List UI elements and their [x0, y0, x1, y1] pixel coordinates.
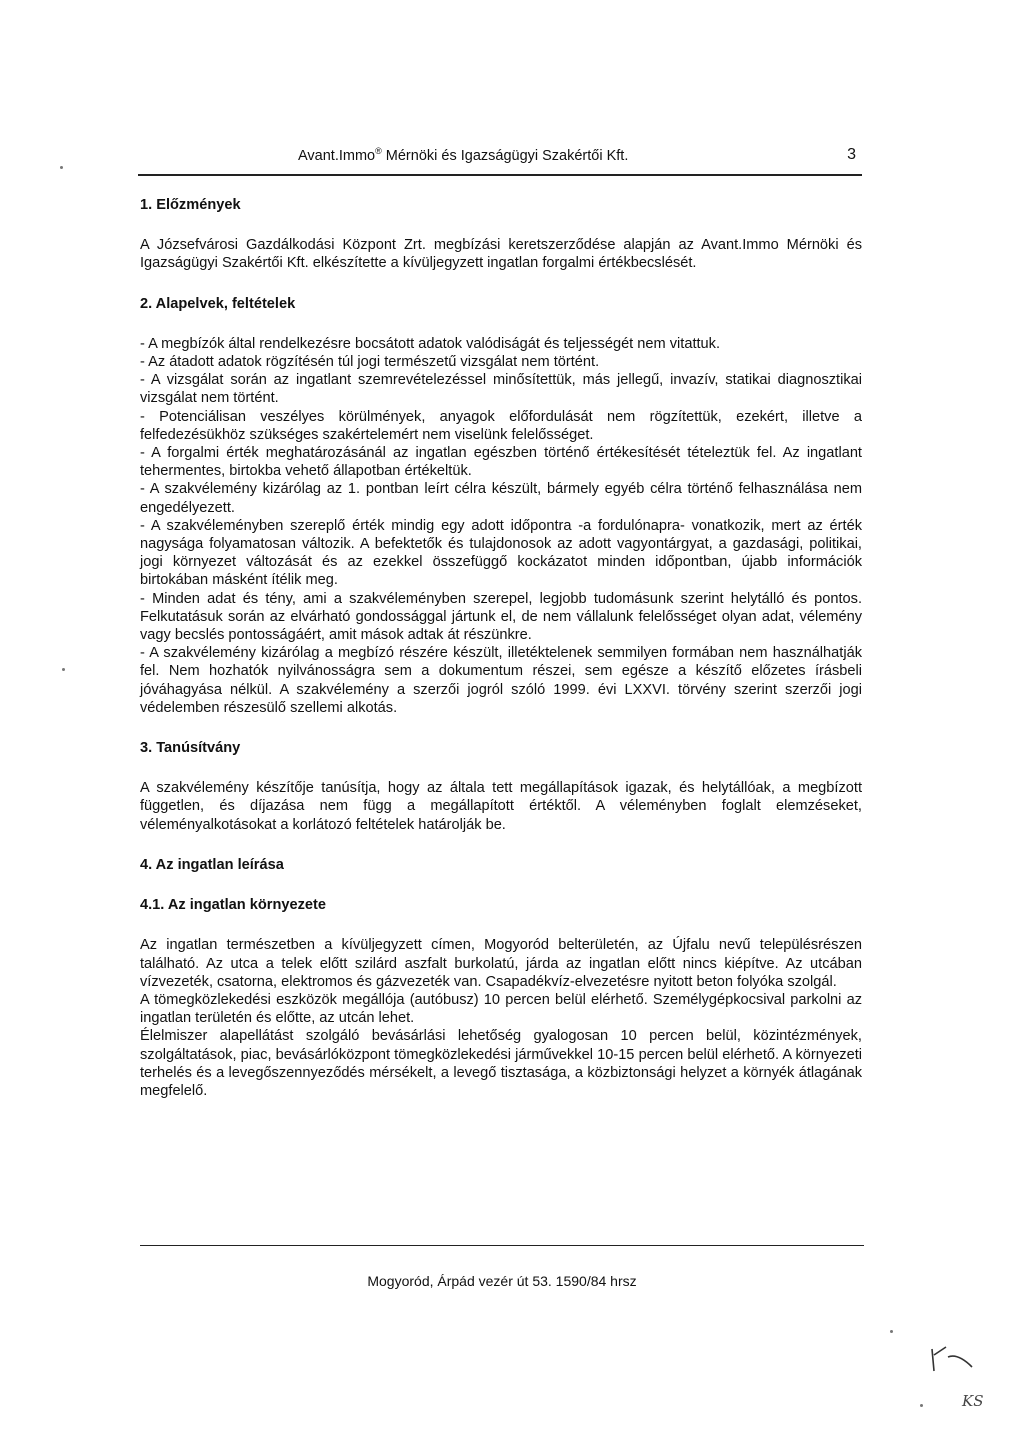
- page-header: [138, 140, 862, 176]
- section-4-title: 4. Az ingatlan leírása: [140, 856, 284, 873]
- scan-speck: [920, 1404, 923, 1407]
- section-4-1-paragraph: Az ingatlan természetben a kívüljegyzett címen, Mogyoród belterületén, az Újfalu nevű településrészen található. Az utca a telek előtt szilárd aszfalt burkolatú, járda az ingatlan előtt nincs kiépítve. Az utcában vízvezeték, csatorna, elektromos és gázvezeték van. Csapadékvíz-elvezetésre nyitott beton folyóka szolgál.: [140, 937, 862, 990]
- footer-address: Mogyoród, Árpád vezér út 53. 1590/84 hrsz: [367, 1273, 637, 1289]
- list-item: - A forgalmi érték meghatározásánál az ingatlan egészben történő értékesítését tételeztük fel. Az ingatlant tehermentes, birtokba vehető állapotban értékeltük.: [140, 445, 862, 480]
- scan-speck: [890, 1330, 893, 1333]
- list-item: - Minden adat és tény, ami a szakvéleményben szerepel, legjobb tudomásunk szerint helytálló és pontos. Felkutatásuk során az elvárható gondossággal jártunk el, de nem vállalunk felelősséget olyan adat, vélemény vagy becslés pontosságáért, amit mások adtak át részünkre.: [140, 590, 862, 644]
- list-item: - A szakvélemény kizárólag az 1. pontban leírt célra készült, bármely egyéb célra történő felhasználása nem engedélyezett.: [140, 481, 862, 516]
- document-body: [140, 196, 862, 1100]
- header-company: Avant.Immo® Mérnöki és Igazságügyi Szakértői Kft.: [298, 146, 629, 164]
- section-4-1-title: 4.1. Az ingatlan környezete: [140, 897, 326, 914]
- section-3-title: 3. Tanúsítvány: [140, 740, 241, 757]
- list-item: - A szakvélemény kizárólag a megbízó részére készült, illetéktelenek semmilyen formában nem használhatják fel. Nem hozhatók nyilvánosságra sem a dokumentum részei, sem egésze a készítő előzetes írásbeli jóváhagyása nélkül. A szakvélemény a szerzői jogról szóló 1999. évi LXXVI. törvény szerint szerzői jogi védelemben részesülő szellemi alkotás.: [140, 645, 862, 716]
- list-item: - A szakvéleményben szereplő érték mindig egy adott időpontra -a fordulónapra- vonatkozik, mert az érték nagysága folyamatosan változik. A befektetők és tulajdonosok az adott vagyontárgyat, a gazdasági, politikai, jogi környezet változását és az ezekkel összefüggő kockázatot minden időpontban, újabb információk birtokában másként ítélik meg.: [140, 517, 862, 589]
- footer-divider: [140, 1245, 864, 1246]
- scan-speck: [60, 166, 63, 169]
- handwritten-initials: KS: [962, 1392, 984, 1410]
- list-item: - Potenciálisan veszélyes körülmények, anyagok előfordulását nem rögzítettük, ezekért, illetve a felfedezésükhöz szükséges szakértelemért nem viselünk felelősséget.: [140, 408, 862, 443]
- list-item: - Az átadott adatok rögzítésén túl jogi természetű vizsgálat nem történt.: [140, 354, 600, 371]
- page-number: 3: [847, 146, 856, 163]
- section-4-1-paragraph: Élelmiszer alapellátást szolgáló bevásárlási lehetőség gyalogosan 10 percen belül, közintézmények, szolgáltatások, piac, bevásárlóközpont tömegközlekedési járművekkel 10-15 percen belül elérhető. A környezeti terhelés és a levegőszennyeződés mérsékelt, a levegő tisztasága, a közbiztonsági helyzet a környék átlagának megfelelő.: [140, 1028, 862, 1099]
- scan-speck: [62, 668, 65, 671]
- section-2-title: 2. Alapelvek, feltételek: [140, 295, 296, 312]
- section-3-text: A szakvélemény készítője tanúsítja, hogy az általa tett megállapítások igazak, és helytállóak, a megbízott független, és díjazása nem függ a megállapított értéktől. A véleményben foglalt elemzéseket, véleményalkotásokat a korlátozó feltételek határolják be.: [140, 780, 862, 833]
- list-item: - A vizsgálat során az ingatlant szemrevételezéssel minősítettük, más jellegű, invazív, statikai diagnosztikai vizsgálat nem történt.: [140, 372, 862, 407]
- section-1-title: 1. Előzmények: [140, 197, 241, 213]
- section-4-1-paragraph: A tömegközlekedési eszközök megállója (autóbusz) 10 percen belül elérhető. Személygépkocsival parkolni az ingatlan területén és előtte, az utcán lehet.: [140, 991, 862, 1027]
- list-item: - A megbízók által rendelkezésre bocsátott adatok valódiságát és teljességét nem vitattuk.: [140, 335, 721, 352]
- section-1-text: A Józsefvárosi Gazdálkodási Központ Zrt. megbízási keretszerződése alapján az Avant.Immo Mérnöki és Igazságügyi Szakértői Kft. elkészítette a kívüljegyzett ingatlan forgalmi értékbecslését.: [140, 237, 862, 272]
- signature-mark: [928, 1345, 978, 1375]
